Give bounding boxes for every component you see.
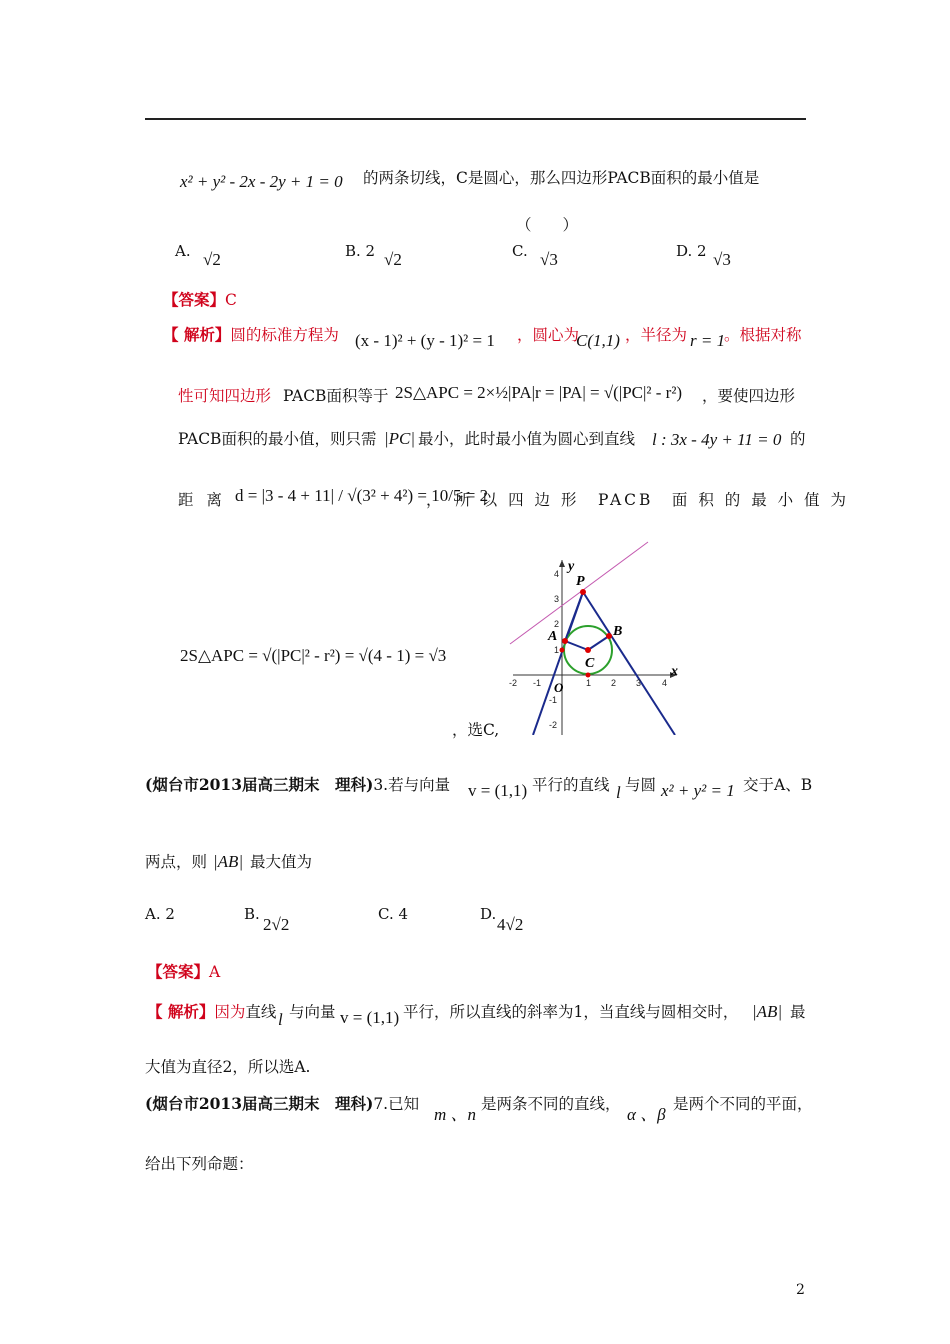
- answer-value: A: [209, 963, 221, 981]
- q1-radius: r = 1: [690, 331, 726, 350]
- segment-cb: [588, 636, 609, 650]
- q2-option-b-value: 2√2: [263, 915, 290, 934]
- y-axis-arrow: [559, 560, 565, 567]
- q3-stem-line1: [145, 1092, 419, 1114]
- q1-center: C(1,1): [576, 331, 620, 350]
- analysis-text: 的: [790, 430, 806, 448]
- q2-stem-text: 两点，则: [145, 853, 208, 871]
- analysis-text: ，要使四边形: [702, 387, 796, 405]
- label-a: A: [548, 629, 558, 644]
- svg-text:1: 1: [554, 645, 560, 655]
- q2-analysis-line1: [147, 1000, 276, 1022]
- point-a: [562, 638, 568, 644]
- svg-text:4: 4: [554, 569, 560, 579]
- header-rule: [145, 118, 806, 120]
- analysis-text: 性可知四边形: [178, 387, 272, 405]
- q3-stem-text: 给出下列命题：: [145, 1155, 254, 1173]
- q1-standard-equation: (x - 1)² + (y - 1)² = 1: [355, 331, 495, 350]
- svg-text:4: 4: [662, 678, 668, 688]
- q3-stem-text: 是两个不同的平面，: [673, 1095, 813, 1113]
- q1-pc: |PC|: [384, 429, 416, 448]
- geometry-figure: [505, 540, 680, 735]
- q2-stem-text: 最大值为: [250, 853, 313, 871]
- q3-planes: α 、β: [627, 1105, 666, 1124]
- q1-option-d-value: √3: [713, 250, 731, 269]
- analysis-text: 直线: [245, 1003, 277, 1021]
- q3-stem-text: 7.已知: [373, 1095, 420, 1113]
- q2-option-a: A. 2: [145, 905, 175, 923]
- q2-answer: [147, 960, 220, 982]
- analysis-tag: 【 解析】: [163, 325, 231, 344]
- point-b: [606, 633, 612, 639]
- q1-distance-formula: d = |3 - 4 + 11| / √(3² + 4²) = 10/5 = 2: [235, 486, 489, 505]
- q2-option-b-label: B.: [244, 905, 260, 923]
- q1-option-a-label: A.: [175, 242, 191, 260]
- q2-source: (烟台市2013届高三期末 理科): [145, 775, 374, 794]
- q2-stem-text: 平行的直线: [532, 776, 610, 794]
- q2-stem-text: 3.若与向量: [373, 776, 451, 794]
- analysis-text: 距 离: [178, 491, 226, 509]
- analysis-text: ，半径为: [625, 326, 688, 344]
- analysis-text: 。根据对称: [724, 326, 802, 344]
- tangent-line-pb: [583, 592, 675, 735]
- point-p: [580, 589, 586, 595]
- q2-ab: |AB|: [213, 852, 244, 871]
- svg-text:2: 2: [554, 619, 560, 629]
- q3-stem-text: 是两条不同的直线，: [481, 1095, 621, 1113]
- q1-line: l : 3x - 4y + 11 = 0: [652, 430, 782, 449]
- answer-tag: 【答案】: [163, 290, 226, 309]
- q2-line-l: l: [616, 783, 621, 802]
- analysis-text: 平行，所以直线的斜率为1，当直线与圆相交时，: [403, 1003, 739, 1021]
- svg-text:2: 2: [611, 678, 617, 688]
- analysis-text: 最小，此时最小值为圆心到直线: [418, 430, 636, 448]
- label-y: y: [568, 559, 575, 574]
- q1-option-c-label: C.: [512, 242, 528, 260]
- analysis-text: 因为: [214, 1003, 246, 1021]
- svg-text:-2: -2: [509, 678, 518, 688]
- analysis-text: PACB面积的最小值，则只需: [178, 430, 377, 448]
- label-c: C: [585, 656, 595, 671]
- segment-pa: [565, 592, 583, 641]
- point-tangent-x: [586, 673, 591, 678]
- q2-option-c: C. 4: [378, 905, 409, 923]
- q1-option-a-value: √2: [203, 250, 221, 269]
- analysis-text: ，选C,: [452, 721, 500, 739]
- q2-analysis-vector: v = (1,1): [340, 1008, 400, 1027]
- q2-analysis-ab: |AB|: [752, 1002, 783, 1021]
- analysis-tag: 【 解析】: [147, 1002, 215, 1021]
- label-x: x: [671, 664, 678, 679]
- label-b: B: [613, 624, 623, 639]
- q3-lines-mn: m 、n: [434, 1105, 477, 1124]
- q2-circle: x² + y² = 1: [661, 781, 735, 800]
- q1-stem: 的两条切线，C是圆心，那么四边形PACB面积的最小值是: [363, 169, 760, 187]
- analysis-text: 圆的标准方程为: [230, 326, 339, 344]
- q1-option-c-value: √3: [540, 250, 558, 269]
- label-o: O: [554, 680, 564, 695]
- svg-text:-1: -1: [533, 678, 542, 688]
- svg-text:3: 3: [636, 678, 642, 688]
- q1-paren: （ ）: [516, 216, 579, 234]
- point-c: [585, 647, 591, 653]
- analysis-text: ， 所 以 四 边 形 PACB 面 积 的 最 小 值 为: [426, 491, 849, 509]
- q1-analysis-line1: [163, 323, 339, 345]
- q2-vector: v = (1,1): [468, 781, 528, 800]
- q2-option-d-label: D.: [480, 905, 497, 923]
- q1-option-b-label: B. 2: [345, 242, 376, 260]
- q3-source: (烟台市2013届高三期末 理科): [145, 1094, 374, 1113]
- page-number: 2: [796, 1282, 805, 1298]
- svg-text:1: 1: [586, 678, 592, 688]
- q2-analysis-l: l: [278, 1010, 283, 1029]
- q2-option-d-value: 4√2: [497, 915, 524, 934]
- q1-option-d-label: D. 2: [676, 242, 707, 260]
- y-tick-labels: [549, 569, 559, 730]
- q1-min-area: 2S△APC = √(|PC|² - r²) = √(4 - 1) = √3: [180, 646, 447, 665]
- svg-text:3: 3: [554, 594, 560, 604]
- analysis-text: 最: [790, 1003, 806, 1021]
- svg-text:-2: -2: [549, 720, 558, 730]
- point-tangent-y: [560, 648, 565, 653]
- analysis-text: 与向量: [289, 1003, 336, 1021]
- q1-equation: x² + y² - 2x - 2y + 1 = 0: [180, 172, 343, 191]
- segment-ac: [565, 641, 588, 650]
- q1-option-b-value: √2: [384, 250, 402, 269]
- label-p: P: [576, 574, 585, 589]
- q2-stem-line1: [145, 773, 450, 795]
- analysis-text: 大值为直径2，所以选A.: [145, 1058, 311, 1076]
- analysis-text: PACB面积等于: [283, 387, 389, 405]
- answer-tag: 【答案】: [147, 962, 210, 981]
- q1-area-formula: 2S△APC = 2×½|PA|r = |PA| = √(|PC|² - r²): [395, 383, 683, 402]
- q1-answer: [163, 288, 237, 310]
- svg-text:-1: -1: [549, 695, 558, 705]
- analysis-text: ，圆心为: [517, 326, 580, 344]
- q2-stem-text: 与圆: [625, 776, 657, 794]
- q2-stem-text: 交于A、B: [743, 776, 813, 794]
- answer-value: C: [225, 291, 237, 309]
